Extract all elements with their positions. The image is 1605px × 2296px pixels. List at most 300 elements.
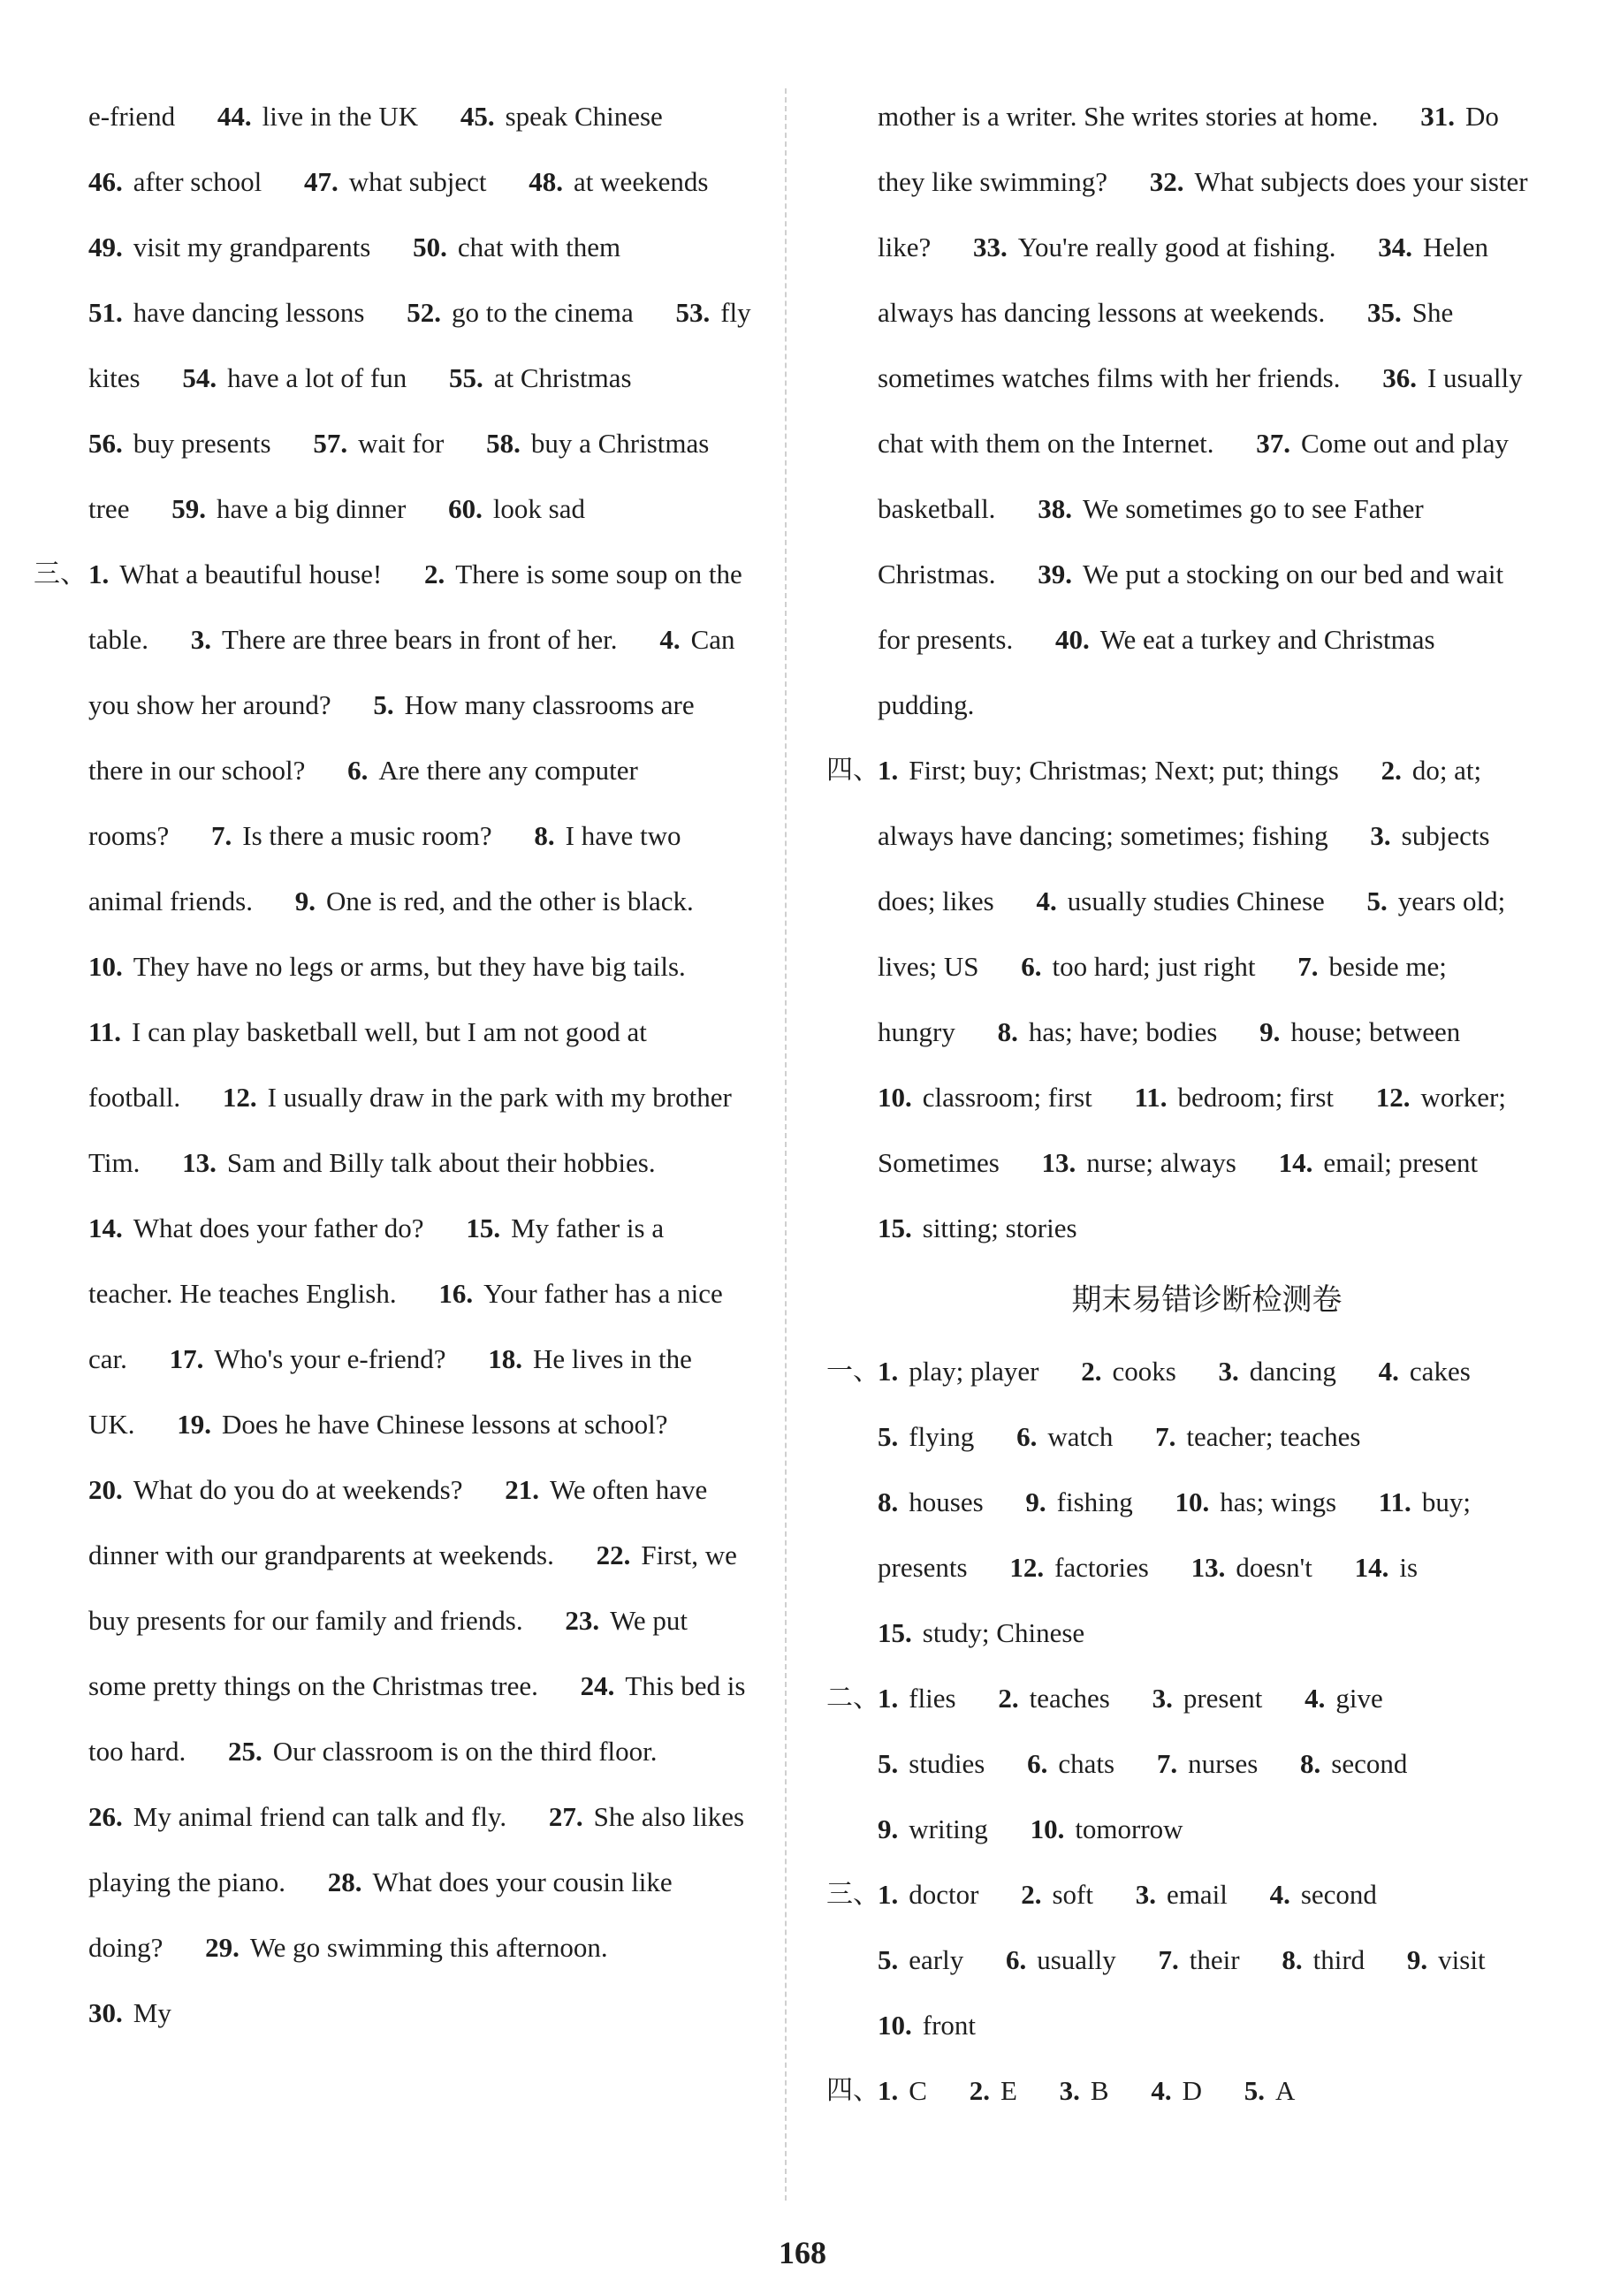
answer-item [171, 493, 406, 524]
answer-text: house; between [1290, 1016, 1461, 1047]
answer-text: present [1183, 1683, 1263, 1714]
answer-text: is [1399, 1552, 1419, 1583]
answer-text: too hard; just right [1052, 951, 1256, 982]
answer-text: after school [133, 166, 262, 197]
answer-text: Sam and Billy talk about their hobbies. [226, 1147, 656, 1178]
answer-text: My animal friend can talk and fly. [133, 1801, 507, 1832]
answer-number: 11. [1378, 1486, 1411, 1517]
answer-number: 10. [1030, 1813, 1065, 1844]
answer-list [878, 1683, 1442, 1844]
answer-number: 8. [997, 1016, 1018, 1047]
answer-text: Who's your e-friend? [214, 1343, 446, 1374]
answer-text: have dancing lessons [133, 297, 365, 328]
section-marker: 四、 [826, 2075, 879, 2106]
answer-text: go to the cinema [451, 297, 634, 328]
answer-number: 35. [1366, 297, 1402, 328]
answer-number: 10. [878, 1082, 912, 1113]
answer-text: buy; presents [878, 1486, 1471, 1583]
answer-text: teacher; teaches [1186, 1421, 1361, 1452]
answer-text: buy a Christmas tree [88, 428, 710, 524]
answer-text: their [1189, 1944, 1240, 1975]
answer-text: Can you show her around? [88, 624, 735, 720]
answer-number: 27. [548, 1801, 583, 1832]
section-four [826, 738, 1536, 1261]
answer-item [973, 232, 1336, 262]
answer-text: This bed is too hard. [88, 1670, 746, 1767]
left-column [34, 84, 751, 2046]
answer-item [878, 2010, 976, 2041]
answer-text: She also likes playing the piano. [88, 1801, 745, 1897]
answers-part-c [878, 84, 1536, 738]
answer-item [1136, 1879, 1228, 1910]
answer-text: factories [1054, 1552, 1149, 1583]
answer-item [878, 1356, 1038, 1387]
answer-text: We often have dinner with our grandparents at weekends. [88, 1474, 708, 1570]
answer-item [182, 1147, 656, 1178]
answer-text: We put some pretty things on the Christmas tree. [88, 1605, 688, 1701]
answer-number: 6. [347, 755, 369, 786]
answer-number: 28. [327, 1866, 362, 1897]
answer-text: My [133, 1997, 171, 2028]
answer-item [304, 166, 487, 197]
answer-text: What does your father do? [133, 1213, 424, 1243]
answer-text: second [1331, 1748, 1408, 1779]
answer-number: 4. [1378, 1356, 1399, 1387]
answer-item [878, 1486, 984, 1517]
answer-text: visit my grandparents [133, 232, 371, 262]
answer-text: teaches [1029, 1683, 1110, 1714]
answer-number: 3. [190, 624, 211, 655]
answer-number: 10. [878, 2010, 912, 2041]
answer-item [182, 362, 407, 393]
answer-number: 10. [1175, 1486, 1210, 1517]
answer-number: 55. [448, 362, 483, 393]
answer-item [1175, 1486, 1337, 1517]
answer-text: flying [909, 1421, 975, 1452]
answer-text: buy presents [133, 428, 271, 459]
answer-item [970, 2075, 1017, 2106]
answer-text: has; wings [1220, 1486, 1337, 1517]
answer-item [1021, 1879, 1093, 1910]
answer-number: 9. [294, 886, 316, 916]
answer-text: What do you do at weekends? [133, 1474, 463, 1505]
answer-text: My father is a teacher. He teaches English. [88, 1213, 665, 1309]
answer-item [1135, 1082, 1335, 1113]
answer-item [228, 1736, 658, 1767]
answer-text: Helen always has dancing lessons at weekends. [878, 232, 1489, 328]
answer-text: We put a stocking on our bed and wait for presents. [878, 559, 1504, 655]
answer-item [1191, 1552, 1312, 1583]
answer-item [1027, 1748, 1114, 1779]
answer-number: 3. [1152, 1683, 1173, 1714]
answer-text: Do they like swimming? [878, 101, 1499, 197]
answer-text: live in the UK [262, 101, 419, 132]
answer-text: They have no legs or arms, but they have big tails. [133, 951, 686, 982]
answer-number: 31. [1420, 101, 1455, 132]
answer-item [1006, 1944, 1116, 1975]
answer-number: 19. [177, 1409, 212, 1440]
answer-list [878, 101, 1528, 720]
continuation-text: e-friend [88, 101, 176, 132]
answer-text: visit [1438, 1944, 1486, 1975]
answer-item [88, 166, 262, 197]
answer-number: 50. [413, 232, 447, 262]
answer-number: 29. [205, 1932, 240, 1963]
answer-number: 1. [878, 1356, 899, 1387]
answer-number: 47. [303, 166, 338, 197]
answer-number: 8. [1282, 1944, 1303, 1975]
answer-number: 8. [1300, 1748, 1321, 1779]
answer-number: 46. [88, 166, 123, 197]
answer-text: I have two animal friends. [88, 820, 681, 916]
answer-number: 40. [1054, 624, 1090, 655]
answer-text: houses [909, 1486, 984, 1517]
answer-text: There are three bears in front of her. [222, 624, 618, 655]
answer-text: at weekends [574, 166, 709, 197]
answer-number: 9. [1025, 1486, 1046, 1517]
answer-text: What a beautiful house! [119, 559, 383, 589]
answer-text: Are there any computer rooms? [88, 755, 638, 851]
answer-item [878, 2075, 927, 2106]
answer-item [88, 1801, 506, 1832]
answer-text: play; player [909, 1356, 1039, 1387]
answer-number: 25. [227, 1736, 262, 1767]
answer-item [177, 1409, 667, 1440]
section-marker: 三、 [34, 559, 87, 589]
answer-number: 7. [1155, 1421, 1176, 1452]
answer-item [1016, 1421, 1113, 1452]
answer-number: 1. [878, 1683, 899, 1714]
answer-number: 15. [878, 1617, 912, 1648]
answer-number: 2. [1081, 1356, 1102, 1387]
answer-text: Does he have Chinese lessons at school? [222, 1409, 668, 1440]
answer-number: 6. [1005, 1944, 1027, 1975]
answer-item [1152, 1683, 1263, 1714]
answer-number: 11. [1134, 1082, 1168, 1113]
answer-item [1407, 1944, 1486, 1975]
answer-item [1025, 1486, 1132, 1517]
answer-item [1279, 1147, 1479, 1178]
answer-item [88, 1213, 424, 1243]
answer-text: usually studies Chinese [1067, 886, 1325, 916]
answer-item [1282, 1944, 1365, 1975]
answer-item [878, 1879, 978, 1910]
answer-text: at Christmas [493, 362, 632, 393]
answer-text: fly kites [88, 297, 751, 393]
answer-text: There is some soup on the table. [88, 559, 742, 655]
answer-text: We go swimming this afternoon. [249, 1932, 608, 1963]
section-marker: 二、 [826, 1683, 879, 1714]
answer-text: chats [1058, 1748, 1115, 1779]
answer-number: 2. [1021, 1879, 1042, 1910]
answer-text: studies [909, 1748, 985, 1779]
answer-text: watch [1047, 1421, 1114, 1452]
answer-item [413, 232, 620, 262]
answer-number: 45. [460, 101, 495, 132]
answer-number: 13. [182, 1147, 217, 1178]
exam-section-three [826, 1862, 1536, 2058]
answer-text: worker; Sometimes [878, 1082, 1506, 1178]
answer-list [878, 1879, 1521, 2041]
answer-number: 7. [211, 820, 232, 851]
answer-number: 12. [1009, 1552, 1045, 1583]
answer-text: I usually draw in the park with my brother Tim. [88, 1082, 732, 1178]
answer-text: You're really good at fishing. [1017, 232, 1336, 262]
answer-item [878, 1813, 988, 1844]
answer-number: 1. [878, 755, 899, 786]
answer-item [1355, 1552, 1418, 1583]
answer-item [1270, 1879, 1377, 1910]
answer-item [1060, 2075, 1109, 2106]
answer-item [878, 1683, 956, 1714]
answer-number: 5. [373, 689, 394, 720]
answer-item [878, 1213, 1077, 1243]
answer-number: 36. [1382, 362, 1417, 393]
answer-item [449, 362, 632, 393]
answer-number: 13. [1190, 1552, 1226, 1583]
answer-number: 60. [448, 493, 483, 524]
answer-text: He lives in the UK. [88, 1343, 692, 1440]
answer-item [88, 1474, 463, 1505]
answer-text: writing [909, 1813, 988, 1844]
continuation-text: mother is a writer. She writes stories at home. [878, 101, 1379, 132]
answer-number: 15. [466, 1213, 501, 1243]
answer-list [878, 755, 1513, 1243]
answer-number: 14. [1354, 1552, 1389, 1583]
exam-section-four [826, 2058, 1536, 2124]
answer-text: has; have; bodies [1028, 1016, 1218, 1047]
answer-item [460, 101, 663, 132]
answer-item [878, 755, 1339, 786]
answer-text: We eat a turkey and Christmas pudding. [878, 624, 1435, 720]
answer-number: 4. [1036, 886, 1057, 916]
answer-item [1081, 1356, 1176, 1387]
answer-item [998, 1016, 1218, 1047]
answer-text: chat with them [457, 232, 621, 262]
answer-item [878, 1082, 1092, 1113]
answer-number: 26. [88, 1801, 123, 1832]
answer-text: sitting; stories [922, 1213, 1077, 1243]
answer-item [88, 428, 271, 459]
answer-text: What does your cousin like doing? [88, 1866, 673, 1963]
answer-number: 9. [1259, 1016, 1281, 1047]
answer-text: Come out and play basketball. [878, 428, 1510, 524]
answer-text: email [1166, 1879, 1228, 1910]
answer-text: dancing [1249, 1356, 1336, 1387]
answer-text: C [909, 2075, 927, 2106]
answer-number: 57. [313, 428, 348, 459]
answer-number: 10. [88, 951, 123, 982]
answer-number: 9. [878, 1813, 899, 1844]
answer-number: 6. [1016, 1421, 1038, 1452]
answer-number: 54. [182, 362, 217, 393]
answer-number: 33. [973, 232, 1008, 262]
answer-text: A [1274, 2075, 1296, 2106]
answer-number: 32. [1149, 166, 1184, 197]
answer-number: 17. [169, 1343, 204, 1374]
answers-part-a [88, 84, 751, 542]
answer-text: wait for [358, 428, 445, 459]
answer-list [88, 559, 745, 2028]
answer-number: 1. [88, 559, 110, 589]
answer-list [878, 1356, 1506, 1648]
section-marker: 四、 [826, 755, 879, 786]
answer-text: subjects does; likes [878, 820, 1490, 916]
exam-section-two [826, 1666, 1536, 1862]
answer-text: nurse; always [1086, 1147, 1236, 1178]
answer-text: speak Chinese [505, 101, 663, 132]
answer-text: What subjects does your sister like? [878, 166, 1528, 262]
answer-number: 48. [529, 166, 564, 197]
answer-item [1259, 1016, 1460, 1047]
section-marker: 一、 [826, 1356, 879, 1387]
answer-number: 7. [1156, 1748, 1178, 1779]
answer-text: classroom; first [922, 1082, 1092, 1113]
answer-number: 13. [1041, 1147, 1076, 1178]
answer-text: bedroom; first [1177, 1082, 1335, 1113]
answer-number: 14. [88, 1213, 123, 1243]
right-column [826, 84, 1536, 2124]
answer-text: D [1182, 2075, 1202, 2106]
answer-item [878, 1748, 985, 1779]
answer-text: years old; lives; US [878, 886, 1506, 982]
answer-number: 2. [1381, 755, 1402, 786]
answer-number: 16. [438, 1278, 474, 1309]
answer-number: 52. [407, 297, 441, 328]
answer-list [878, 2075, 1330, 2106]
answer-item [1155, 1421, 1360, 1452]
answer-text: soft [1052, 1879, 1093, 1910]
answer-number: 39. [1038, 559, 1072, 589]
answer-text: doesn't [1236, 1552, 1312, 1583]
answer-item [88, 297, 364, 328]
answer-text: cakes [1409, 1356, 1471, 1387]
answer-number: 56. [88, 428, 123, 459]
answer-text: usually [1037, 1944, 1116, 1975]
answer-item [313, 428, 444, 459]
answer-number: 3. [1135, 1879, 1156, 1910]
answer-text: nurses [1188, 1748, 1259, 1779]
answer-number: 4. [1269, 1879, 1290, 1910]
answer-text: flies [909, 1683, 956, 1714]
answer-text: look sad [492, 493, 585, 524]
answer-item [1157, 1748, 1258, 1779]
answer-number: 30. [88, 1997, 123, 2028]
answer-number: 37. [1256, 428, 1290, 459]
answer-number: 59. [171, 493, 206, 524]
page-number: 168 [779, 2235, 826, 2270]
answer-number: 6. [1027, 1748, 1048, 1779]
answer-number: 7. [1158, 1944, 1179, 1975]
answer-number: 1. [878, 1879, 899, 1910]
answer-text: How many classrooms are there in our school? [88, 689, 695, 786]
answer-text: third [1312, 1944, 1365, 1975]
answer-item [1037, 886, 1325, 916]
answer-text: have a lot of fun [227, 362, 407, 393]
answer-number: 21. [505, 1474, 539, 1505]
answer-item [878, 1617, 1084, 1648]
answer-list [88, 101, 751, 524]
answer-text: cooks [1112, 1356, 1176, 1387]
answer-item [407, 297, 634, 328]
answer-number: 58. [486, 428, 521, 459]
answer-number: 49. [88, 232, 123, 262]
answer-number: 11. [88, 1016, 122, 1047]
answer-text: fishing [1056, 1486, 1133, 1517]
answer-item [1305, 1683, 1383, 1714]
answer-text: beside me; hungry [878, 951, 1447, 1047]
answer-item [191, 624, 618, 655]
answer-text: study; Chinese [922, 1617, 1085, 1648]
answer-item [998, 1683, 1109, 1714]
answer-item [529, 166, 708, 197]
answer-item [1379, 1356, 1471, 1387]
answer-text: have a big dinner [216, 493, 407, 524]
exam-title: 期末易错诊断检测卷 [1071, 1282, 1343, 1318]
answer-item [1219, 1356, 1336, 1387]
answer-text: Is there a music room? [242, 820, 492, 851]
answer-text: First; buy; Christmas; Next; put; things [909, 755, 1339, 786]
answer-number: 5. [878, 1421, 899, 1452]
answer-text: tomorrow [1075, 1813, 1183, 1844]
answer-number: 3. [1059, 2075, 1080, 2106]
answer-item [211, 820, 492, 851]
answer-number: 24. [580, 1670, 615, 1701]
answer-text: early [909, 1944, 964, 1975]
answer-item [88, 1997, 171, 2028]
answer-text: give [1335, 1683, 1383, 1714]
answer-item [205, 1932, 608, 1963]
answer-text: front [922, 2010, 977, 2041]
answer-number: 2. [998, 1683, 1019, 1714]
answer-item [295, 886, 694, 916]
answer-number: 23. [565, 1605, 600, 1636]
answer-item [1159, 1944, 1240, 1975]
answer-item [1042, 1147, 1236, 1178]
answer-number: 9. [1406, 1944, 1428, 1975]
answer-item [878, 1944, 963, 1975]
section-three [34, 542, 751, 2046]
answer-item [448, 493, 585, 524]
answer-text: Our classroom is on the third floor. [272, 1736, 658, 1767]
answer-text: First, we buy presents for our family and friends. [88, 1540, 737, 1636]
answer-number: 1. [878, 2075, 899, 2106]
answer-text: doctor [909, 1879, 979, 1910]
answer-item [170, 1343, 446, 1374]
answer-text: She sometimes watches films with her friends. [878, 297, 1454, 393]
answer-number: 2. [423, 559, 445, 589]
answer-number: 34. [1378, 232, 1413, 262]
answer-number: 14. [1278, 1147, 1313, 1178]
answer-text: I can play basketball well, but I am not good at football. [88, 1016, 647, 1113]
answer-item [878, 1421, 974, 1452]
answer-text: email; present [1323, 1147, 1479, 1178]
answer-text: what subject [348, 166, 487, 197]
answer-number: 5. [1244, 2075, 1265, 2106]
answer-number: 8. [878, 1486, 899, 1517]
answer-number: 12. [222, 1082, 257, 1113]
answer-text: I usually chat with them on the Internet. [878, 362, 1523, 459]
answer-number: 4. [659, 624, 681, 655]
answer-number: 22. [596, 1540, 631, 1570]
answer-number: 44. [217, 101, 252, 132]
answer-text: B [1090, 2075, 1109, 2106]
answer-number: 4. [1151, 2075, 1172, 2106]
answer-number: 12. [1375, 1082, 1411, 1113]
answer-number: 38. [1038, 493, 1072, 524]
answer-item [88, 232, 370, 262]
exam-section-one [826, 1339, 1536, 1666]
